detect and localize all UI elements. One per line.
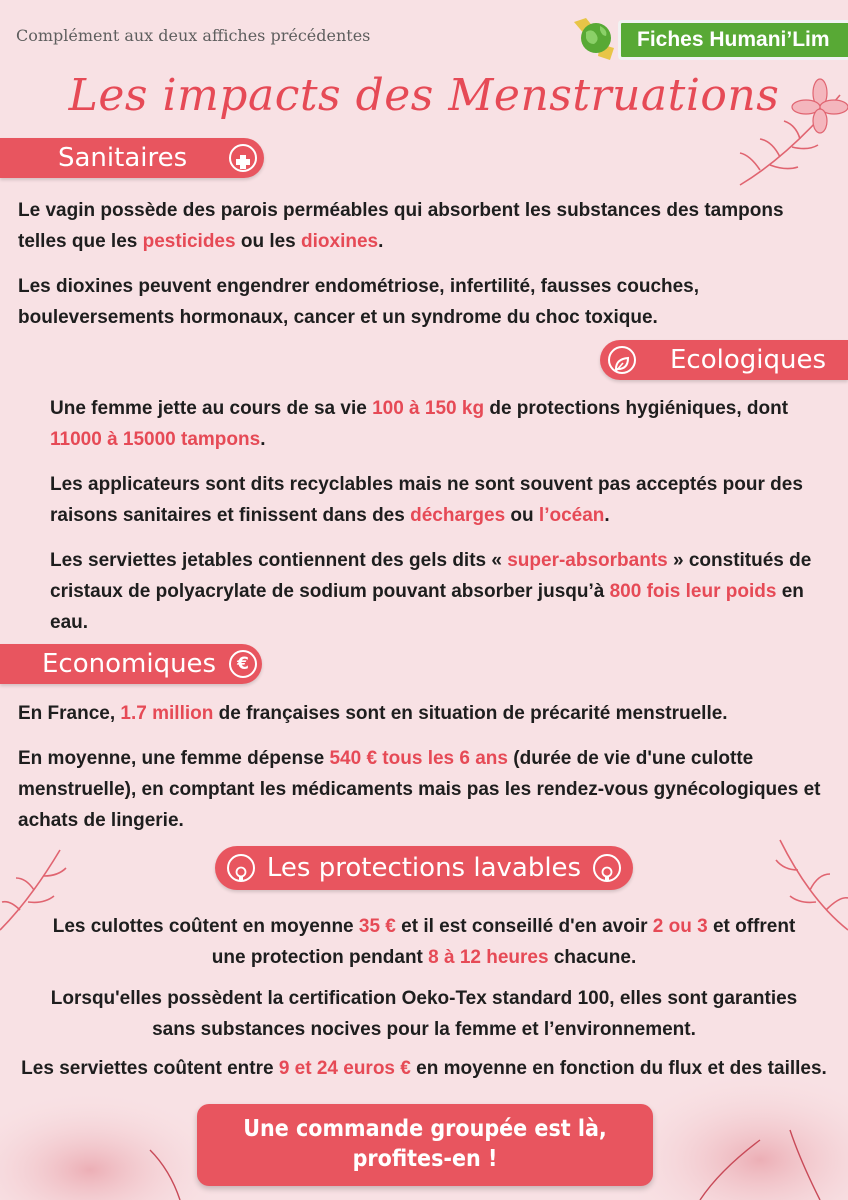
lavables-paragraph-2: Lorsqu'elles possèdent la certification Oeko-Tex standard 100, elles sont garanties sans substances nocives pour la femme et l’environnement. — [50, 988, 798, 1040]
page-title: Les impacts des Menstruations — [68, 70, 780, 121]
lightbulb-icon-left — [227, 854, 255, 882]
lavables-paragraph-1: Les culottes coûtent en moyenne 35 € et il est conseillé d'en avoir 2 ou 3 et offrent une protection pendant 8 à 12 heures chacune. — [52, 916, 796, 968]
ecologiques-paragraph-3: Les serviettes jetables contiennent des gels dits « super-absorbants » constitués de cristaux de polyacrylate de sodium pouvant absorber jusqu’à 800 fois leur poids en eau. — [50, 550, 812, 633]
economiques-paragraph-1: En France, 1.7 million de françaises sont en situation de précarité menstruelle. — [18, 703, 728, 724]
brand-label: Fiches Humani’Lim — [618, 20, 848, 60]
section-label: Ecologiques — [670, 345, 827, 375]
lightbulb-icon-right — [593, 854, 621, 882]
section-header-ecologiques — [600, 340, 848, 380]
section-label: Economiques — [42, 649, 217, 679]
health-cross-icon — [229, 144, 257, 172]
ecologiques-paragraph-1: Une femme jette au cours de sa vie 100 à 150 kg de protections hygiéniques, dont 11000 à 15000 tampons. — [50, 398, 789, 450]
lavables-paragraph-3: Les serviettes coûtent entre 9 et 24 euros € en moyenne en fonction du flux et des tailles. — [21, 1058, 827, 1079]
section-header-economiques — [0, 644, 262, 684]
section-header-sanitaires — [0, 138, 264, 178]
header-subtitle: Complément aux deux affiches précédentes — [16, 26, 371, 45]
ecologiques-paragraph-2: Les applicateurs sont dits recyclables mais ne sont souvent pas acceptés pour des raisons sanitaires et finissent dans des décharges ou l’océan. — [50, 474, 803, 526]
section-header-lavables — [215, 846, 633, 890]
sanitaires-text — [18, 195, 818, 347]
cta-line-1: Une commande groupée est là, — [243, 1116, 607, 1142]
ecologiques-text — [50, 393, 830, 652]
economiques-text — [18, 698, 828, 850]
euro-icon: € — [229, 650, 257, 678]
group-order-banner — [197, 1104, 653, 1186]
lavables-text — [0, 911, 848, 1098]
section-label: Les protections lavables — [266, 853, 582, 883]
brand-badge — [570, 14, 848, 58]
section-label: Sanitaires — [58, 143, 188, 173]
sanitaires-paragraph-1: Le vagin possède des parois perméables qui absorbent les substances des tampons telles que les pesticides ou les dioxines. — [18, 200, 784, 252]
globe-logo-icon — [570, 14, 622, 64]
economiques-paragraph-2: En moyenne, une femme dépense 540 € tous les 6 ans (durée de vie d'une culotte menstruelle), en comptant les médicaments mais pas les rendez-vous gynécologiques et achats de lingerie. — [18, 748, 821, 831]
sanitaires-paragraph-2: Les dioxines peuvent engendrer endométriose, infertilité, fausses couches, bouleversements hormonaux, cancer et un syndrome du choc toxique. — [18, 276, 700, 328]
cta-line-2: profites-en ! — [352, 1146, 498, 1172]
leaf-icon — [608, 346, 636, 374]
